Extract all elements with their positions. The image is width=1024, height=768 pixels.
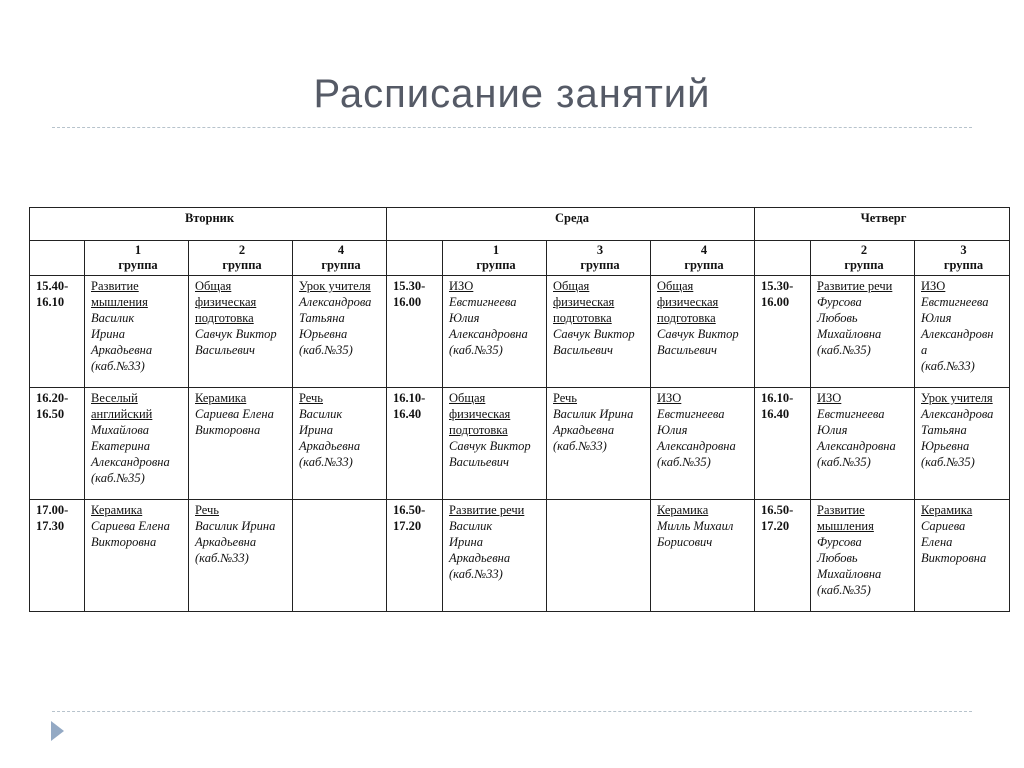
- subject-name: Развитие: [817, 503, 865, 517]
- time-cell: [30, 276, 85, 388]
- group-word: группа: [580, 258, 620, 272]
- time-value: 16.40: [393, 407, 422, 421]
- teacher-name: (каб.№33): [91, 359, 145, 373]
- teacher-name: Василик Ирина: [553, 407, 634, 421]
- teacher-name: Александровн: [921, 327, 994, 341]
- lesson-cell: [189, 276, 293, 388]
- teacher-name: (каб.№35): [817, 583, 871, 597]
- group-word: группа: [118, 258, 158, 272]
- subject-name: Развитие речи: [449, 503, 525, 517]
- time-value: 15.30-: [393, 279, 426, 293]
- group-header-cell: [811, 241, 915, 276]
- time-cell: [30, 388, 85, 500]
- group-number: 1: [492, 243, 500, 257]
- teacher-name: Евстигнеева: [817, 407, 885, 421]
- teacher-name: (каб.№33): [449, 567, 503, 581]
- teacher-name: (каб.№35): [817, 343, 871, 357]
- time-cell: [755, 500, 811, 612]
- teacher-name: Фурсова: [817, 295, 862, 309]
- subject-name: Керамика: [195, 391, 247, 405]
- lesson-cell: [547, 276, 651, 388]
- lesson-cell: [85, 500, 189, 612]
- teacher-name: Савчук Виктор: [553, 327, 635, 341]
- subject-name: физическая: [195, 295, 257, 309]
- day-header: Среда: [387, 208, 755, 241]
- teacher-name: Василик: [91, 311, 135, 325]
- teacher-name: Александрова: [921, 407, 994, 421]
- teacher-name: Борисович: [657, 535, 713, 549]
- subject-name: физическая: [449, 407, 511, 421]
- time-value: 17.20: [393, 519, 422, 533]
- group-number: 3: [960, 243, 967, 257]
- subject-name: Веселый: [91, 391, 138, 405]
- time-cell: [30, 500, 85, 612]
- time-value: 16.10-: [761, 391, 794, 405]
- subject-name: подготовка: [657, 311, 716, 325]
- subject-name: английский: [91, 407, 153, 421]
- teacher-name: (каб.№35): [921, 455, 975, 469]
- time-value: 17.30: [36, 519, 65, 533]
- subject-name: подготовка: [449, 423, 508, 437]
- teacher-name: а: [921, 343, 928, 357]
- time-value: 16.10: [36, 295, 65, 309]
- teacher-name: (каб.№35): [657, 455, 711, 469]
- time-value: 16.50-: [761, 503, 794, 517]
- lesson-cell: [651, 276, 755, 388]
- teacher-name: Татьяна: [921, 423, 967, 437]
- group-number: 4: [337, 243, 345, 257]
- teacher-name: Юлия: [657, 423, 688, 437]
- day-header: Вторник: [30, 208, 387, 241]
- teacher-name: Екатерина: [91, 439, 150, 453]
- teacher-name: Елена: [921, 535, 953, 549]
- teacher-name: (каб.№33): [299, 455, 353, 469]
- teacher-name: Александровна: [91, 455, 170, 469]
- subject-name: Общая: [657, 279, 694, 293]
- subject-name: Развитие речи: [817, 279, 893, 293]
- group-header-cell: [547, 241, 651, 276]
- teacher-name: Василик: [449, 519, 493, 533]
- lesson-cell: [915, 500, 1010, 612]
- subject-name: подготовка: [195, 311, 254, 325]
- teacher-name: (каб.№33): [553, 439, 607, 453]
- lesson-row: [30, 276, 1010, 388]
- time-value: 16.40: [761, 407, 790, 421]
- subject-name: Общая: [195, 279, 232, 293]
- teacher-name: Аркадьевна: [195, 535, 257, 549]
- lesson-row: [30, 500, 1010, 612]
- teacher-name: Милль Михаил: [657, 519, 734, 533]
- group-number: 2: [860, 243, 868, 257]
- teacher-name: Викторовна: [91, 535, 157, 549]
- group-word: группа: [321, 258, 361, 272]
- group-number: 1: [134, 243, 142, 257]
- day-header: Четверг: [755, 208, 1010, 241]
- subject-name: ИЗО: [817, 391, 842, 405]
- lesson-cell: [811, 388, 915, 500]
- teacher-name: Юлия: [817, 423, 848, 437]
- subject-name: физическая: [657, 295, 719, 309]
- time-header-cell: [755, 241, 811, 276]
- group-number: 2: [238, 243, 246, 257]
- teacher-name: Ирина: [91, 327, 125, 341]
- teacher-name: Савчук Виктор: [449, 439, 531, 453]
- group-word: группа: [684, 258, 724, 272]
- time-value: 17.00-: [36, 503, 69, 517]
- subject-name: Урок учителя: [921, 391, 993, 405]
- subject-name: Развитие: [91, 279, 139, 293]
- teacher-name: Юлия: [921, 311, 952, 325]
- group-header-cell: [443, 241, 547, 276]
- teacher-name: Сариева Елена: [195, 407, 274, 421]
- teacher-name: Александровна: [657, 439, 736, 453]
- group-number: 3: [596, 243, 604, 257]
- empty-cell: [547, 500, 651, 612]
- teacher-name: Татьяна: [299, 311, 345, 325]
- time-cell: [387, 276, 443, 388]
- lesson-cell: [293, 388, 387, 500]
- teacher-name: Любовь: [817, 551, 858, 565]
- subject-name: физическая: [553, 295, 615, 309]
- lesson-row: [30, 388, 1010, 500]
- teacher-name: Ирина: [299, 423, 333, 437]
- subject-name: ИЗО: [449, 279, 474, 293]
- group-word: группа: [222, 258, 262, 272]
- teacher-name: Юлия: [449, 311, 480, 325]
- subject-name: Урок учителя: [299, 279, 371, 293]
- lesson-cell: [811, 276, 915, 388]
- lesson-cell: [915, 276, 1010, 388]
- teacher-name: Михайлова: [91, 423, 149, 437]
- group-header-cell: [915, 241, 1010, 276]
- lesson-cell: [443, 276, 547, 388]
- empty-cell: [293, 500, 387, 612]
- subject-name: ИЗО: [921, 279, 946, 293]
- teacher-name: Евстигнеева: [449, 295, 517, 309]
- next-slide-icon[interactable]: [51, 721, 64, 741]
- lesson-cell: [443, 388, 547, 500]
- teacher-name: Викторовна: [921, 551, 987, 565]
- group-header-cell: [293, 241, 387, 276]
- schedule-table: [29, 207, 1010, 612]
- subject-name: Керамика: [657, 503, 709, 517]
- group-word: группа: [844, 258, 884, 272]
- teacher-name: Викторовна: [195, 423, 261, 437]
- group-header-row: [30, 241, 1010, 276]
- time-value: 17.20: [761, 519, 790, 533]
- subject-name: Речь: [553, 391, 578, 405]
- time-value: 16.50: [36, 407, 65, 421]
- teacher-name: Сариева: [921, 519, 966, 533]
- teacher-name: Василик: [299, 407, 343, 421]
- time-value: 15.30-: [761, 279, 794, 293]
- teacher-name: Васильевич: [657, 343, 718, 357]
- teacher-name: Юрьевна: [921, 439, 970, 453]
- subject-name: Речь: [195, 503, 220, 517]
- subject-name: Керамика: [91, 503, 143, 517]
- title-divider: [52, 127, 972, 128]
- teacher-name: Александровна: [817, 439, 896, 453]
- time-header-cell: [30, 241, 85, 276]
- teacher-name: Михайловна: [817, 327, 882, 341]
- teacher-name: Васильевич: [449, 455, 510, 469]
- group-header-cell: [651, 241, 755, 276]
- subject-name: ИЗО: [657, 391, 682, 405]
- lesson-cell: [915, 388, 1010, 500]
- teacher-name: (каб.№35): [449, 343, 503, 357]
- lesson-cell: [443, 500, 547, 612]
- lesson-cell: [547, 388, 651, 500]
- lesson-cell: [85, 276, 189, 388]
- time-cell: [755, 388, 811, 500]
- teacher-name: (каб.№35): [299, 343, 353, 357]
- footer-divider: [52, 711, 972, 712]
- time-header-cell: [387, 241, 443, 276]
- teacher-name: (каб.№35): [817, 455, 871, 469]
- time-value: 15.40-: [36, 279, 69, 293]
- teacher-name: Василик Ирина: [195, 519, 276, 533]
- time-value: 16.00: [393, 295, 422, 309]
- time-cell: [387, 500, 443, 612]
- lesson-cell: [651, 500, 755, 612]
- subject-name: Общая: [553, 279, 590, 293]
- time-cell: [755, 276, 811, 388]
- page-title: Расписание занятий: [313, 72, 711, 116]
- teacher-name: Аркадьевна: [553, 423, 615, 437]
- teacher-name: Александровна: [449, 327, 528, 341]
- group-word: группа: [476, 258, 516, 272]
- group-word: группа: [943, 258, 984, 272]
- day-header-row: [30, 208, 1010, 241]
- subject-name: мышления: [91, 295, 148, 309]
- teacher-name: Сариева Елена: [91, 519, 170, 533]
- teacher-name: Фурсова: [817, 535, 862, 549]
- teacher-name: Васильевич: [195, 343, 256, 357]
- subject-name: Речь: [299, 391, 324, 405]
- lesson-cell: [293, 276, 387, 388]
- teacher-name: Юрьевна: [299, 327, 348, 341]
- teacher-name: Аркадьевна: [449, 551, 511, 565]
- teacher-name: Савчук Виктор: [657, 327, 739, 341]
- lesson-cell: [85, 388, 189, 500]
- group-number: 4: [700, 243, 708, 257]
- time-value: 16.50-: [393, 503, 426, 517]
- group-header-cell: [189, 241, 293, 276]
- time-value: 16.20-: [36, 391, 69, 405]
- time-value: 16.00: [761, 295, 790, 309]
- teacher-name: Аркадьевна: [299, 439, 361, 453]
- lesson-cell: [189, 500, 293, 612]
- subject-name: Общая: [449, 391, 486, 405]
- subject-name: мышления: [817, 519, 874, 533]
- teacher-name: Васильевич: [553, 343, 614, 357]
- teacher-name: (каб.№33): [195, 551, 249, 565]
- teacher-name: Михайловна: [817, 567, 882, 581]
- teacher-name: Александрова: [299, 295, 372, 309]
- lesson-cell: [651, 388, 755, 500]
- teacher-name: Евстигнеева: [921, 295, 989, 309]
- subject-name: подготовка: [553, 311, 612, 325]
- teacher-name: Евстигнеева: [657, 407, 725, 421]
- teacher-name: Ирина: [449, 535, 483, 549]
- time-value: 16.10-: [393, 391, 426, 405]
- time-cell: [387, 388, 443, 500]
- teacher-name: (каб.№33): [921, 359, 975, 373]
- teacher-name: (каб.№35): [91, 471, 145, 485]
- lesson-cell: [811, 500, 915, 612]
- lesson-cell: [189, 388, 293, 500]
- subject-name: Керамика: [921, 503, 973, 517]
- teacher-name: Савчук Виктор: [195, 327, 277, 341]
- teacher-name: Любовь: [817, 311, 858, 325]
- group-header-cell: [85, 241, 189, 276]
- teacher-name: Аркадьевна: [91, 343, 153, 357]
